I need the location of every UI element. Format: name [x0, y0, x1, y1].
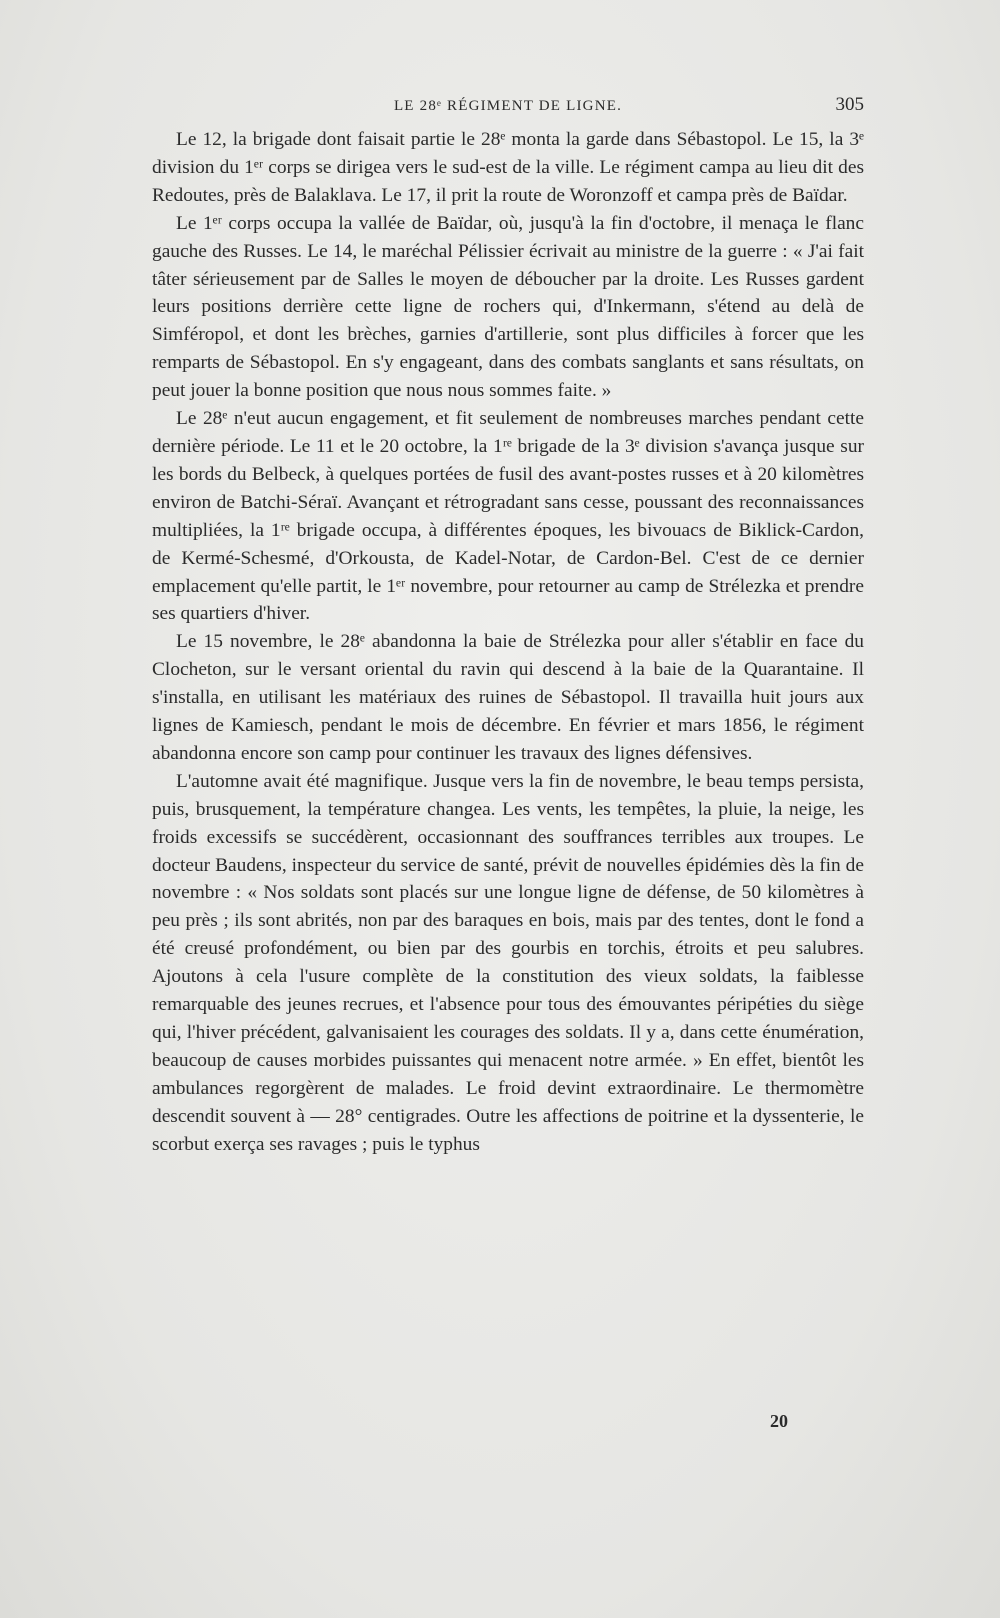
- paragraph-5: L'automne avait été magnifique. Jusque vers la fin de novembre, le beau temps persista, puis, brusquement, la température changea. Les vents, les tempêtes, la pluie, la neige, les froids excessifs se succédèrent, occasionnant des souffrances terribles aux troupes. Le docteur Baudens, inspecteur du service de santé, prévit de nouvelles épidémies dès la fin de novembre : « Nos soldats sont placés sur une longue ligne de défense, de 50 kilomètres à peu près ; ils sont abrités, non par des baraques en bois, mais par des tentes, dont le fond a été creusé profondément, ou bien par des gourbis en torchis, étroits et peu salubres. Ajoutons à cela l'usure complète de la constitution des vieux soldats, la faiblesse remarquable des jeunes recrues, et l'absence pour tous des émouvantes péripéties du siège qui, l'hiver précédent, galvanisaient les courages des soldats. Il y a, dans cette énumération, beaucoup de causes morbides puissantes qui menacent notre armée. » En effet, bientôt les ambulances regorgèrent de malades. Le froid devint extraordinaire. Le thermomètre descendit souvent à — 28° centigrades. Outre les affections de poitrine et la dyssenterie, le scorbut exerça ses ravages ; puis le typhus: [152, 770, 864, 1155]
- paragraph-3: Le 28ᵉ n'eut aucun engagement, et fit seulement de nombreuses marches pendant cette dernière période. Le 11 et le 20 octobre, la 1ʳᵉ brigade de la 3ᵉ division s'avança jusque sur les bords du Belbeck, à quelques portées de fusil des avant-postes russes et à 20 kilomètres environ de Batchi-Séraï. Avançant et rétrogradant sans cesse, poussant des reconnaissances multipliées, la 1ʳᵉ brigade occupa, à différentes époques, les bivouacs de Biklick-Cardon, de Kermé-Schesmé, d'Orkousta, de Kadel-Notar, de Cardon-Bel. C'est de ce dernier emplacement qu'elle partit, le 1ᵉʳ novembre, pour retourner au camp de Strélezka et prendre ses quartiers d'hiver.: [152, 408, 864, 625]
- paragraph-1: Le 12, la brigade dont faisait partie le 28ᵉ monta la garde dans Sébastopol. Le 15, la 3ᵉ division du 1ᵉʳ corps se dirigea vers le sud-est de la ville. Le régiment campa au lieu dit des Redoutes, près de Balaklava. Le 17, il prit la route de Woronzoff et campa près de Baïdar.: [152, 129, 864, 206]
- running-head: [152, 94, 864, 122]
- paragraph-4: Le 15 novembre, le 28ᵉ abandonna la baie de Strélezka pour aller s'établir en face du Clocheton, sur le versant oriental du ravin qui descend à la baie de la Quarantaine. Il s'installa, en utilisant les matériaux des ruines de Sébastopol. Il travailla huit jours aux lignes de Kamiesch, pendant le mois de décembre. En février et mars 1856, le régiment abandonna encore son camp pour continuer les travaux des lignes défensives.: [152, 631, 864, 764]
- running-title: LE 28ᵉ RÉGIMENT DE LIGNE.: [393, 98, 623, 114]
- page-number: 305: [835, 94, 864, 115]
- paragraph-2: Le 1ᵉʳ corps occupa la vallée de Baïdar, où, jusqu'à la fin d'octobre, il menaça le flanc gauche des Russes. Le 14, le maréchal Pélissier écrivait au ministre de la guerre : « J'ai fait tâter sérieusement par de Salles le moyen de déboucher par la droite. Les Russes gardent leurs positions derrière cette ligne de rochers qui, d'Inkermann, s'étend au delà de Simféropol, et dont les brèches, garnies d'artillerie, sont plus difficiles à forcer que les remparts de Sébastopol. En s'y engageant, dans des combats sanglants et sans résultats, on peut jouer la bonne position que nous nous sommes faite. »: [152, 212, 864, 402]
- signature-mark: 20: [770, 1411, 788, 1431]
- body-text: [152, 126, 864, 1159]
